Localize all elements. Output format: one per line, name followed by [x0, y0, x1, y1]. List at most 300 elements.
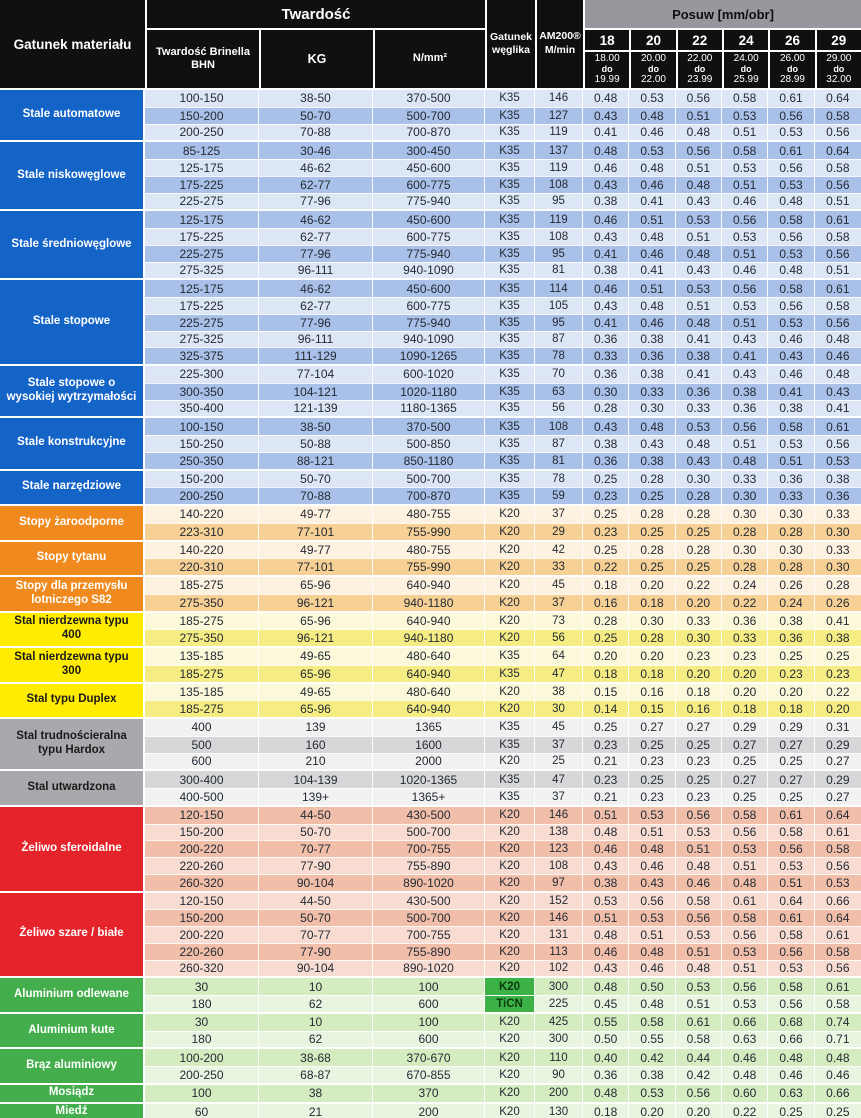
- kg-cell: 65-96: [259, 701, 373, 717]
- speed-cell: 108: [535, 418, 583, 435]
- table-row: [145, 331, 861, 348]
- speed-cell: 119: [535, 125, 583, 141]
- feed-cell: 0.56: [826, 177, 850, 192]
- feed-cell: 0.56: [722, 978, 768, 995]
- material-group: [0, 646, 861, 682]
- speed-cell: 33: [535, 559, 583, 575]
- kg-cell: 62-77: [259, 177, 373, 193]
- feed-cell: 0.44: [676, 1049, 722, 1066]
- speed-cell: 70: [535, 366, 583, 383]
- nmm2-cell: 600-775: [373, 229, 485, 245]
- speed-cell: 29: [535, 524, 583, 540]
- feed-cell: 0.48: [676, 315, 722, 331]
- feed-cell: 0.53: [768, 177, 814, 193]
- material-group: [0, 891, 861, 977]
- feed-cell: 0.58: [826, 944, 850, 959]
- feed-cell: 0.25: [629, 488, 675, 504]
- feed-cell: 0.20: [629, 1104, 675, 1118]
- feed-cell: 0.23: [722, 648, 768, 665]
- speed-cell: 95: [535, 194, 583, 210]
- feed-cell: 0.46: [629, 177, 675, 193]
- speed-cell: 47: [535, 666, 583, 682]
- nmm2-cell: 300-450: [373, 142, 485, 159]
- material-group: [0, 209, 861, 278]
- table-row: [145, 700, 861, 717]
- feed-cell: 0.43: [676, 263, 722, 279]
- nmm2-cell: 500-700: [373, 910, 485, 926]
- feed-cell: 0.36: [826, 489, 850, 504]
- nmm2-cell: 600-1020: [373, 366, 485, 383]
- speed-cell: 42: [535, 542, 583, 559]
- kg-cell: 68-87: [259, 1067, 373, 1083]
- carbide-cell: K35: [485, 384, 535, 400]
- feed-cell: 0.46: [768, 332, 814, 348]
- feed-cell: 0.58: [826, 160, 850, 175]
- kg-cell: 38-68: [259, 1049, 373, 1066]
- feed-cell: 0.48: [768, 1049, 814, 1066]
- table-row: [145, 1104, 861, 1118]
- carbide-cell: K20: [485, 1014, 535, 1031]
- feed-cell: 0.58: [768, 280, 814, 297]
- carbide-cell: K35: [485, 160, 535, 176]
- table-row: [145, 176, 861, 193]
- feed-cell: 0.40: [583, 1049, 629, 1066]
- nmm2-cell: 600-775: [373, 298, 485, 314]
- feed-cell: 0.22: [826, 684, 850, 699]
- nmm2-cell: 2000: [373, 754, 485, 770]
- feed-cell: 0.18: [583, 1104, 629, 1118]
- kg-cell: 77-96: [259, 315, 373, 331]
- nmm2-cell: 600: [373, 996, 485, 1012]
- feed-cell: 0.27: [768, 737, 814, 753]
- feed-cell: 0.23: [768, 666, 814, 682]
- nmm2-cell: 1090-1265: [373, 348, 485, 364]
- kg-cell: 50-70: [259, 910, 373, 926]
- feed-cell: 0.48: [629, 418, 675, 435]
- feed-cell: 0.53: [768, 858, 814, 874]
- bhn-cell: 400-500: [145, 789, 259, 805]
- bhn-cell: 260-320: [145, 961, 259, 977]
- kg-cell: 44-50: [259, 807, 373, 824]
- table-row: [145, 736, 861, 753]
- speed-cell: 119: [535, 160, 583, 176]
- feed-cell: 0.61: [768, 910, 814, 926]
- nmm2-cell: 450-600: [373, 211, 485, 228]
- feed-cell: 0.33: [583, 348, 629, 364]
- carbide-cell: K20: [485, 684, 535, 701]
- feed-cell: 0.61: [768, 142, 814, 159]
- carbide-cell: K35: [485, 263, 535, 279]
- feed-cell: 0.25: [826, 1104, 850, 1118]
- feed-cell: 0.51: [676, 841, 722, 857]
- carbide-cell: K35: [485, 366, 535, 383]
- feed-cell: 0.61: [826, 419, 850, 434]
- feed-cell: 0.36: [676, 384, 722, 400]
- speed-cell: 138: [535, 825, 583, 841]
- feed-cell: 0.29: [826, 772, 850, 787]
- feed-cell: 0.46: [629, 125, 675, 141]
- bhn-cell: 100: [145, 1085, 259, 1102]
- bhn-cell: 275-350: [145, 595, 259, 611]
- feed-cell: 0.28: [629, 471, 675, 488]
- feed-cell: 0.53: [768, 246, 814, 262]
- feed-cell: 0.56: [826, 961, 850, 976]
- feed-cell: 0.38: [583, 875, 629, 891]
- carbide-cell: K35: [485, 90, 535, 107]
- kg-cell: 65-96: [259, 666, 373, 682]
- feed-cell: 0.43: [722, 332, 768, 348]
- speed-cell: 110: [535, 1049, 583, 1066]
- speed-cell: 108: [535, 177, 583, 193]
- feed-cell: 0.28: [722, 524, 768, 540]
- kg-cell: 88-121: [259, 453, 373, 469]
- nmm2-cell: 755-890: [373, 858, 485, 874]
- bhn-cell: 140-220: [145, 506, 259, 523]
- feed-cell: 0.53: [768, 436, 814, 452]
- feed-cell: 0.23: [676, 754, 722, 770]
- feed-cell: 0.51: [676, 229, 722, 245]
- table-row: [145, 753, 861, 770]
- feed-cell: 0.56: [826, 246, 850, 261]
- carbide-cell: K20: [485, 577, 535, 594]
- feed-cell: 0.55: [629, 1032, 675, 1048]
- nmm2-cell: 200: [373, 1104, 485, 1118]
- kg-cell: 50-70: [259, 108, 373, 124]
- feed-cell: 0.36: [768, 630, 814, 646]
- feed-cell: 0.58: [826, 108, 850, 123]
- nmm2-cell: 940-1180: [373, 595, 485, 611]
- nmm2-cell: 480-640: [373, 648, 485, 665]
- feed-cell: 0.53: [722, 944, 768, 960]
- feed-cell: 0.53: [722, 108, 768, 124]
- feed-cell: 0.53: [629, 142, 675, 159]
- carbide-cell: K20: [485, 927, 535, 943]
- nmm2-cell: 755-890: [373, 944, 485, 960]
- bhn-cell: 220-260: [145, 944, 259, 960]
- nmm2-cell: 450-600: [373, 160, 485, 176]
- feed-cell: 0.66: [722, 1014, 768, 1031]
- feed-cell: 0.25: [722, 789, 768, 805]
- carbide-cell: K20: [485, 875, 535, 891]
- material-label: Stopy dla przemysłu lotniczego S82: [0, 577, 145, 611]
- nmm2-cell: 640-940: [373, 701, 485, 717]
- kg-cell: 38: [259, 1085, 373, 1102]
- carbide-cell: K35: [485, 194, 535, 210]
- kg-cell: 96-121: [259, 595, 373, 611]
- table-row: [145, 124, 861, 141]
- feed-cell: 0.33: [722, 630, 768, 646]
- feed-cell: 0.43: [583, 961, 629, 977]
- feed-cell: 0.25: [676, 737, 722, 753]
- kg-cell: 70-88: [259, 125, 373, 141]
- feed-cell: 0.30: [722, 506, 768, 523]
- feed-cell: 0.43: [629, 436, 675, 452]
- feed-cell: 0.24: [768, 595, 814, 611]
- feed-cell: 0.56: [676, 1085, 722, 1102]
- feed-cell: 0.38: [629, 332, 675, 348]
- feed-cell: 0.28: [768, 524, 814, 540]
- feed-cell: 0.50: [583, 1032, 629, 1048]
- speed-cell: 102: [535, 961, 583, 977]
- feed-cell: 0.23: [583, 524, 629, 540]
- material-group: [0, 1102, 861, 1118]
- carbide-cell: K20: [485, 559, 535, 575]
- bhn-cell: 150-200: [145, 910, 259, 926]
- table-row: [145, 857, 861, 874]
- table-row: [145, 90, 861, 107]
- material-group: [0, 278, 861, 364]
- table-row: [145, 807, 861, 824]
- feed-cell: 0.53: [676, 978, 722, 995]
- feed-cell: 0.53: [826, 453, 850, 468]
- carbide-cell: K35: [485, 737, 535, 753]
- table-row: [145, 1085, 861, 1102]
- feed-cell: 0.48: [583, 142, 629, 159]
- nmm2-cell: 500-700: [373, 825, 485, 841]
- feed-group-header: Posuw [mm/obr]: [585, 0, 861, 28]
- carbide-cell: K35: [485, 315, 535, 331]
- bhn-cell: 100-150: [145, 90, 259, 107]
- feed-cell: 0.74: [826, 1015, 850, 1030]
- feed-cell: 0.46: [629, 246, 675, 262]
- feed-cell: 0.46: [629, 961, 675, 977]
- feed-col-range: 18.00 do 19.99: [585, 52, 629, 88]
- feed-cell: 0.46: [583, 160, 629, 176]
- feed-cell: 0.60: [722, 1085, 768, 1102]
- material-label: Aluminium odlewane: [0, 978, 145, 1012]
- carbide-cell: K20: [485, 1085, 535, 1102]
- bhn-cell: 223-310: [145, 524, 259, 540]
- carbide-cell: K35: [485, 280, 535, 297]
- feed-cell: 0.56: [629, 893, 675, 910]
- feed-cell: 0.28: [676, 488, 722, 504]
- carbide-cell: K20: [485, 978, 535, 995]
- table-row: [145, 383, 861, 400]
- feed-cell: 0.51: [676, 944, 722, 960]
- feed-col-header: 26: [770, 30, 814, 50]
- table-body: [0, 88, 861, 1118]
- feed-cell: 0.43: [583, 858, 629, 874]
- feed-cell: 0.33: [768, 488, 814, 504]
- material-label: Stale średniowęglowe: [0, 211, 145, 278]
- table-row: [145, 613, 861, 630]
- feed-cell: 0.18: [629, 666, 675, 682]
- bhn-cell: 200-250: [145, 1067, 259, 1083]
- feed-cell: 0.20: [722, 666, 768, 682]
- speed-cell: 146: [535, 807, 583, 824]
- feed-cell: 0.56: [768, 298, 814, 314]
- bhn-cell: 400: [145, 719, 259, 736]
- bhn-cell: 185-275: [145, 577, 259, 594]
- feed-col-header: 20: [631, 30, 675, 50]
- kg-cell: 70-88: [259, 488, 373, 504]
- feed-cell: 0.51: [826, 194, 850, 209]
- material-label: Stale niskowęglowe: [0, 142, 145, 209]
- feed-cell: 0.58: [768, 927, 814, 943]
- carbide-cell: K20: [485, 858, 535, 874]
- feed-cell: 0.21: [583, 754, 629, 770]
- feed-cell: 0.41: [676, 366, 722, 383]
- feed-cell: 0.27: [768, 771, 814, 788]
- bhn-cell: 85-125: [145, 142, 259, 159]
- feed-cell: 0.16: [676, 701, 722, 717]
- feed-cell: 0.43: [583, 418, 629, 435]
- carbide-cell: K35: [485, 229, 535, 245]
- kg-cell: 38-50: [259, 418, 373, 435]
- nmm2-cell: 640-940: [373, 666, 485, 682]
- bhn-cell: 200-250: [145, 488, 259, 504]
- feed-cell: 0.41: [722, 348, 768, 364]
- material-label: Stal utwardzona: [0, 771, 145, 805]
- nmm2-cell: 370-500: [373, 90, 485, 107]
- material-group: [0, 540, 861, 576]
- bhn-cell: 100-150: [145, 418, 259, 435]
- nmm2-cell: 755-990: [373, 559, 485, 575]
- table-row: [145, 142, 861, 159]
- feed-cell: 0.20: [676, 1104, 722, 1118]
- feed-cell: 0.58: [722, 142, 768, 159]
- feed-cell: 0.18: [583, 577, 629, 594]
- bhn-cell: 175-225: [145, 229, 259, 245]
- feed-cell: 0.48: [826, 332, 850, 347]
- speed-cell: 59: [535, 488, 583, 504]
- nmm2-cell: 940-1180: [373, 630, 485, 646]
- table-row: [145, 1031, 861, 1048]
- feed-cell: 0.22: [722, 1104, 768, 1118]
- kg-cell: 49-77: [259, 506, 373, 523]
- material-group: [0, 416, 861, 468]
- feed-cell: 0.38: [629, 453, 675, 469]
- feed-col-range: 22.00 do 23.99: [678, 52, 722, 88]
- speed-cell: 81: [535, 263, 583, 279]
- feed-cell: 0.28: [676, 506, 722, 523]
- table-row: [145, 909, 861, 926]
- feed-cell: 0.51: [629, 825, 675, 841]
- feed-cell: 0.53: [768, 961, 814, 977]
- feed-cell: 0.36: [768, 471, 814, 488]
- feed-cell: 0.58: [722, 910, 768, 926]
- feed-cell: 0.58: [826, 996, 850, 1011]
- table-row: [145, 577, 861, 594]
- table-row: [145, 824, 861, 841]
- kg-cell: 121-139: [259, 401, 373, 417]
- feed-cell: 0.29: [722, 719, 768, 736]
- feed-cell: 0.46: [768, 366, 814, 383]
- feed-cell: 0.53: [629, 90, 675, 107]
- kg-cell: 44-50: [259, 893, 373, 910]
- bhn-cell: 60: [145, 1104, 259, 1118]
- feed-cell: 0.29: [768, 719, 814, 736]
- bhn-cell: 150-200: [145, 471, 259, 488]
- kg-cell: 77-96: [259, 246, 373, 262]
- kg-cell: 77-101: [259, 559, 373, 575]
- material-label: Stopy żaroodporne: [0, 506, 145, 540]
- feed-cell: 0.43: [629, 875, 675, 891]
- carbide-cell: K20: [485, 825, 535, 841]
- feed-cell: 0.53: [768, 315, 814, 331]
- table-row: [145, 193, 861, 210]
- nmm2-cell: 700-755: [373, 927, 485, 943]
- feed-cell: 0.26: [768, 577, 814, 594]
- feed-cell: 0.30: [826, 560, 850, 575]
- feed-cell: 0.25: [768, 754, 814, 770]
- bhn-cell: 185-275: [145, 701, 259, 717]
- feed-cell: 0.58: [826, 229, 850, 244]
- material-label: Stale stopowe o wysokiej wytrzymałości: [0, 366, 145, 416]
- bhn-cell: 225-275: [145, 246, 259, 262]
- carbide-cell: K20: [485, 701, 535, 717]
- nmm2-cell: 480-755: [373, 506, 485, 523]
- feed-cell: 0.48: [583, 927, 629, 943]
- nmm2-cell: 890-1020: [373, 875, 485, 891]
- carbide-cell: K35: [485, 177, 535, 193]
- feed-cell: 0.28: [722, 559, 768, 575]
- feed-cell: 0.23: [826, 666, 850, 681]
- feed-cell: 0.41: [768, 384, 814, 400]
- table-row: [145, 926, 861, 943]
- feed-cell: 0.51: [676, 108, 722, 124]
- feed-cell: 0.27: [826, 789, 850, 804]
- material-label: Mosiądz: [0, 1085, 145, 1102]
- bhn-cell: 200-250: [145, 125, 259, 141]
- feed-cell: 0.46: [676, 875, 722, 891]
- feed-cell: 0.56: [768, 944, 814, 960]
- feed-cell: 0.53: [629, 910, 675, 926]
- kg-cell: 210: [259, 754, 373, 770]
- feed-cell: 0.30: [629, 401, 675, 417]
- feed-cell: 0.36: [722, 401, 768, 417]
- speed-cell: 108: [535, 229, 583, 245]
- feed-cell: 0.71: [826, 1032, 850, 1047]
- feed-col-range: 20.00 do 22.00: [631, 52, 675, 88]
- bhn-cell: 135-185: [145, 684, 259, 701]
- bhn-cell: 180: [145, 1032, 259, 1048]
- kg-cell: 46-62: [259, 211, 373, 228]
- feed-cell: 0.51: [676, 160, 722, 176]
- feed-cell: 0.48: [826, 367, 850, 382]
- speed-cell: 47: [535, 771, 583, 788]
- feed-cell: 0.43: [676, 453, 722, 469]
- feed-cell: 0.23: [583, 737, 629, 753]
- feed-cell: 0.20: [583, 648, 629, 665]
- speed-cell: 225: [535, 996, 583, 1012]
- bhn-cell: 200-220: [145, 927, 259, 943]
- bhn-cell: 350-400: [145, 401, 259, 417]
- feed-cell: 0.43: [676, 194, 722, 210]
- speed-cell: 78: [535, 471, 583, 488]
- kg-cell: 96-111: [259, 332, 373, 348]
- feed-cell: 0.51: [629, 211, 675, 228]
- feed-cell: 0.53: [676, 418, 722, 435]
- speed-cell: 137: [535, 142, 583, 159]
- feed-cell: 0.43: [583, 177, 629, 193]
- kg-cell: 96-111: [259, 263, 373, 279]
- bhn-cell: 150-200: [145, 825, 259, 841]
- feed-cell: 0.56: [826, 436, 850, 451]
- feed-cell: 0.46: [826, 349, 850, 364]
- feed-cell: 0.42: [629, 1049, 675, 1066]
- feed-cell: 0.53: [722, 160, 768, 176]
- am200-column-header: [537, 0, 583, 88]
- feed-cell: 0.48: [676, 858, 722, 874]
- kg-cell: 160: [259, 737, 373, 753]
- bhn-cell: 135-185: [145, 648, 259, 665]
- feed-cell: 0.63: [722, 1032, 768, 1048]
- feed-cell: 0.51: [768, 875, 814, 891]
- nmm2-cell: 640-940: [373, 613, 485, 630]
- table-row: [145, 314, 861, 331]
- feed-cell: 0.46: [583, 280, 629, 297]
